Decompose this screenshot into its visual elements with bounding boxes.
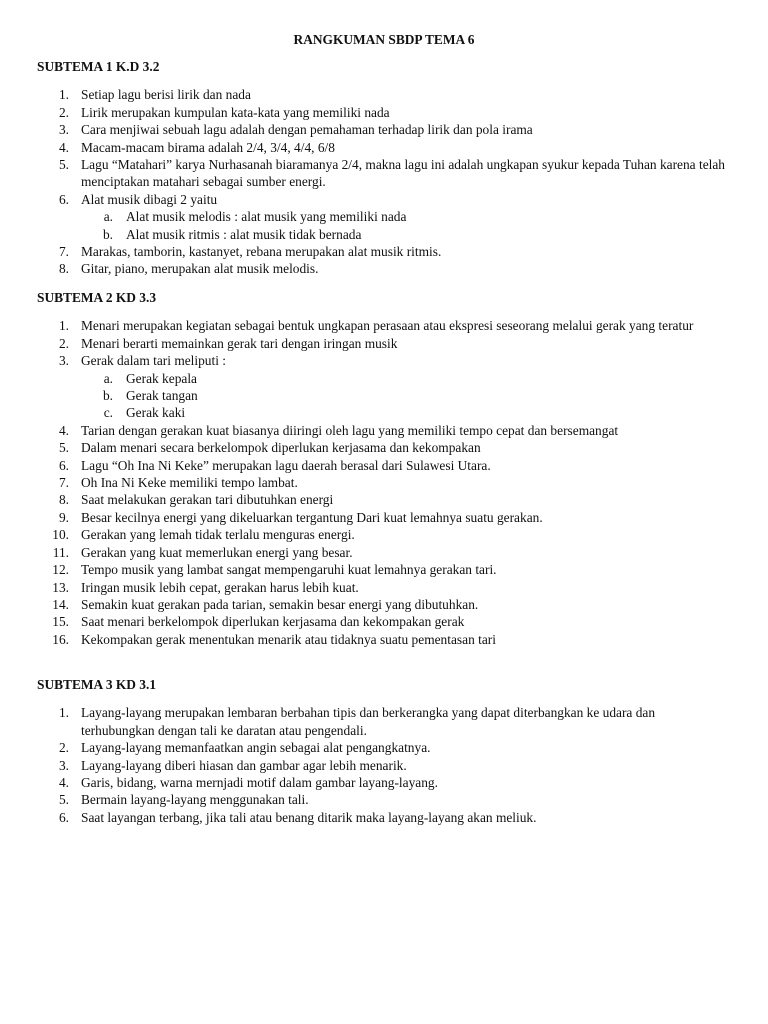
item-number: 6.: [58, 191, 69, 207]
sub-item-letter: b.: [102, 388, 113, 404]
item-text: Gerakan yang kuat memerlukan energi yang besar.: [81, 544, 353, 560]
item-number: 13.: [52, 579, 69, 595]
item-number: 2.: [58, 740, 69, 756]
item-text: Kekompakan gerak menentukan menarik atau tidaknya suatu pementasan tari: [81, 631, 496, 647]
item-number: 3.: [58, 757, 69, 773]
item-text: Lagu “Oh Ina Ni Keke” merupakan lagu daerah berasal dari Sulawesi Utara.: [81, 457, 491, 473]
item-number: 14.: [52, 596, 69, 612]
item-number: 4.: [58, 775, 69, 791]
document-title: RANGKUMAN SBDP TEMA 6: [293, 32, 475, 47]
item-text: Menari berarti memainkan gerak tari dengan iringan musik: [81, 335, 398, 351]
list-item: [37, 474, 732, 491]
list-item: [37, 791, 732, 808]
section-list: [37, 317, 732, 648]
list-item: [37, 335, 732, 352]
item-text: Setiap lagu berisi lirik dan nada: [81, 87, 251, 103]
sub-list-item: [37, 370, 732, 387]
list-item: [37, 809, 732, 826]
item-text: Menari merupakan kegiatan sebagai bentuk ungkapan perasaan atau ekspresi seseorang melalui gerak yang teratur: [81, 318, 694, 334]
item-text: Gitar, piano, merupakan alat musik melodis.: [81, 261, 319, 277]
item-number: 11.: [52, 544, 69, 560]
item-text: Gerak dalam tari meliputi :: [81, 353, 227, 369]
item-number: 6.: [58, 457, 69, 473]
list-item: [37, 317, 732, 334]
list-item: [37, 579, 732, 596]
sub-list-item: [37, 404, 732, 421]
sub-item-text: Gerak kepala: [126, 370, 198, 386]
section-list: [37, 86, 732, 277]
section-heading: SUBTEMA 1 K.D 3.2: [37, 59, 160, 74]
item-number: 7.: [58, 475, 69, 491]
sub-item-text: Gerak tangan: [126, 388, 198, 404]
list-item: [37, 491, 732, 508]
list-item: [37, 457, 732, 474]
list-item: [37, 352, 732, 369]
item-number: 5.: [58, 792, 69, 808]
item-number: 9.: [58, 509, 69, 525]
item-number: 5.: [58, 440, 69, 456]
sub-item-text: Alat musik melodis : alat musik yang memiliki nada: [126, 209, 407, 225]
list-item: [37, 509, 732, 526]
item-number: 10.: [52, 527, 69, 543]
list-item: [37, 422, 732, 439]
list-item: [37, 757, 732, 774]
item-number: 6.: [58, 809, 69, 825]
list-item: [37, 613, 732, 630]
sub-list-item: [37, 208, 732, 225]
section-subtema-1: [37, 58, 732, 278]
item-text: Semakin kuat gerakan pada tarian, semakin besar energi yang dibutuhkan.: [81, 596, 479, 612]
section-subtema-2: [37, 289, 732, 648]
item-number: 16.: [52, 631, 69, 647]
item-number: 3.: [58, 122, 69, 138]
section-heading: SUBTEMA 3 KD 3.1: [37, 677, 157, 692]
item-text: Lagu “Matahari” karya Nurhasanah biaramanya 2/4, makna lagu ini adalah ungkapan syukur kepada Tuhan karena telah menciptakan matahari sebagai sumber energi.: [81, 157, 725, 190]
item-text: Garis, bidang, warna mernjadi motif dalam gambar layang-layang.: [81, 775, 438, 791]
list-item: [37, 86, 732, 103]
item-number: 4.: [58, 139, 69, 155]
item-text: Iringan musik lebih cepat, gerakan harus lebih kuat.: [81, 579, 359, 595]
item-number: 8.: [58, 492, 69, 508]
item-text: Tarian dengan gerakan kuat biasanya diiringi oleh lagu yang memiliki tempo cepat dan bersemangat: [81, 422, 619, 438]
section-subtema-3: [37, 676, 732, 826]
item-text: Layang-layang merupakan lembaran berbahan tipis dan berkerangka yang dapat diterbangkan ke udara dan terhubungkan dengan tali ke daratan atau pengendali.: [81, 705, 656, 738]
sub-list-item: [37, 226, 732, 243]
item-text: Gerakan yang lemah tidak terlalu menguras energi.: [81, 527, 355, 543]
list-item: [37, 631, 732, 648]
item-number: 2.: [58, 335, 69, 351]
item-number: 1.: [58, 87, 69, 103]
item-text: Oh Ina Ni Keke memiliki tempo lambat.: [81, 475, 298, 491]
list-item: [37, 774, 732, 791]
item-number: 12.: [52, 562, 69, 578]
item-text: Saat melakukan gerakan tari dibutuhkan energi: [81, 492, 334, 508]
sub-item-letter: c.: [103, 405, 113, 421]
item-text: Marakas, tamborin, kastanyet, rebana merupakan alat musik ritmis.: [81, 244, 442, 260]
item-number: 8.: [58, 261, 69, 277]
item-text: Macam-macam birama adalah 2/4, 3/4, 4/4, 6/8: [81, 139, 335, 155]
item-text: Layang-layang memanfaatkan angin sebagai alat pengangkatnya.: [81, 740, 431, 756]
item-number: 4.: [58, 422, 69, 438]
item-number: 1.: [58, 705, 69, 721]
section-heading: SUBTEMA 2 KD 3.3: [37, 290, 157, 305]
list-item: [37, 596, 732, 613]
sub-item-text: Alat musik ritmis : alat musik tidak bernada: [126, 226, 362, 242]
sub-list: [37, 208, 732, 243]
list-item: [37, 243, 732, 260]
item-text: Saat menari berkelompok diperlukan kerjasama dan kekompakan gerak: [81, 614, 465, 630]
section-list: [37, 704, 732, 826]
item-text: Lirik merupakan kumpulan kata-kata yang memiliki nada: [81, 104, 390, 120]
list-item: [37, 260, 732, 277]
list-item: [37, 544, 732, 561]
list-item: [37, 104, 732, 121]
sub-list-item: [37, 387, 732, 404]
item-text: Bermain layang-layang menggunakan tali.: [81, 792, 309, 808]
item-text: Cara menjiwai sebuah lagu adalah dengan pemahaman terhadap lirik dan pola irama: [81, 122, 533, 138]
item-text: Alat musik dibagi 2 yaitu: [81, 191, 218, 207]
list-item: [37, 156, 732, 191]
item-text: Saat layangan terbang, jika tali atau benang ditarik maka layang-layang akan meliuk.: [81, 809, 537, 825]
item-text: Dalam menari secara berkelompok diperlukan kerjasama dan kekompakan: [81, 440, 481, 456]
sub-item-text: Gerak kaki: [126, 405, 186, 421]
list-item: [37, 561, 732, 578]
item-text: Tempo musik yang lambat sangat mempengaruhi kuat lemahnya gerakan tari.: [81, 562, 497, 578]
item-number: 5.: [58, 157, 69, 173]
list-item: [37, 739, 732, 756]
item-number: 2.: [58, 104, 69, 120]
item-number: 1.: [58, 318, 69, 334]
item-text: Besar kecilnya energi yang dikeluarkan tergantung Dari kuat lemahnya suatu gerakan.: [81, 509, 543, 525]
item-number: 15.: [52, 614, 69, 630]
list-item: [37, 704, 732, 739]
item-number: 3.: [58, 353, 69, 369]
list-item: [37, 139, 732, 156]
sub-item-letter: a.: [103, 370, 113, 386]
sub-item-letter: a.: [103, 209, 113, 225]
list-item: [37, 191, 732, 208]
item-text: Layang-layang diberi hiasan dan gambar agar lebih menarik.: [81, 757, 407, 773]
sub-list: [37, 370, 732, 422]
list-item: [37, 526, 732, 543]
item-number: 7.: [58, 244, 69, 260]
list-item: [37, 121, 732, 138]
sub-item-letter: b.: [102, 226, 113, 242]
list-item: [37, 439, 732, 456]
